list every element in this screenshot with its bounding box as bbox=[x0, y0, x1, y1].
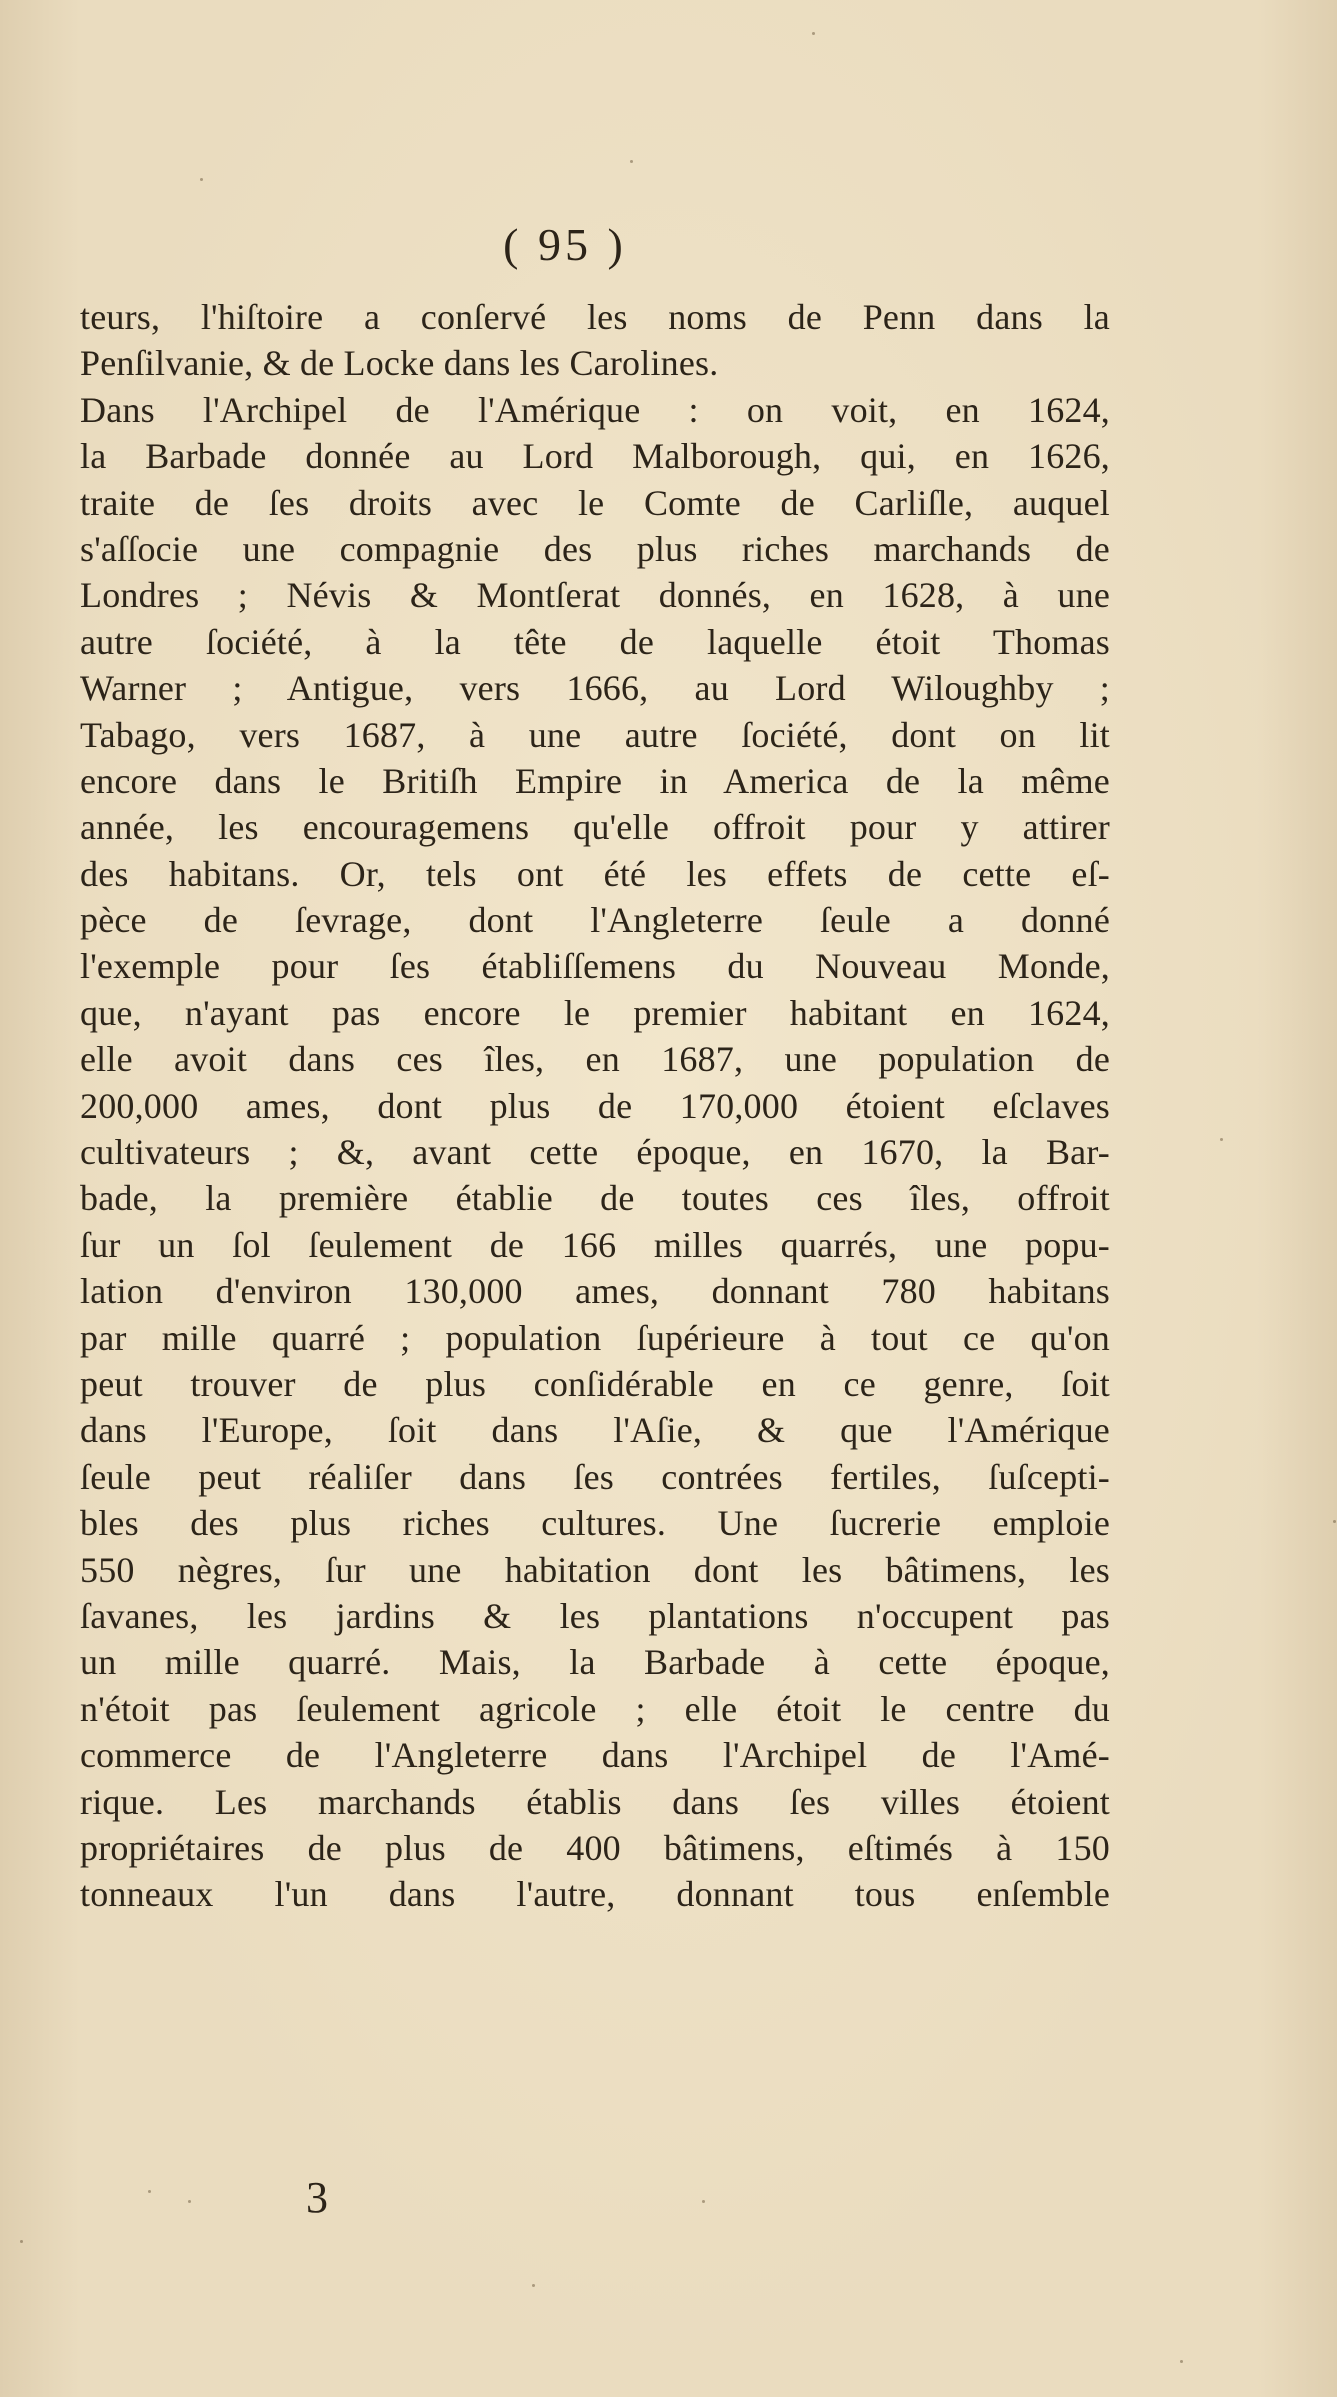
text-line: ſavanes, les jardins & les plantations n'occupent pas bbox=[80, 1595, 1110, 1636]
paper-speck bbox=[200, 178, 203, 181]
text-line: teurs, l'hiſtoire a conſervé les noms de Penn dans la bbox=[80, 297, 1110, 337]
text-line: encore dans le Britiſh Empire in America de la même bbox=[80, 760, 1110, 801]
paper-speck bbox=[702, 2200, 705, 2203]
text-line: cultivateurs ; &, avant cette époque, en 1670, la Bar- bbox=[80, 1132, 1110, 1173]
text-line: autre ſociété, à la tête de laquelle étoit Thomas bbox=[80, 621, 1110, 662]
text-line: lation d'environ 130,000 ames, donnant 780 habitans bbox=[80, 1271, 1110, 1312]
paper-speck bbox=[812, 32, 815, 35]
paper-speck bbox=[1220, 1138, 1223, 1141]
text-line: tonneaux l'un dans l'autre, donnant tous enſemble bbox=[80, 1874, 1110, 1915]
text-line: bade, la première établie de toutes ces îles, offroit bbox=[80, 1178, 1110, 1219]
text-line: commerce de l'Angleterre dans l'Archipel de l'Amé- bbox=[80, 1735, 1110, 1776]
text-line: 550 nègres, ſur une habitation dont les bâtimens, les bbox=[80, 1549, 1110, 1590]
text-line: rique. Les marchands établis dans ſes villes étoient bbox=[80, 1781, 1110, 1822]
paper-speck bbox=[1333, 1520, 1336, 1523]
text-line: propriétaires de plus de 400 bâtimens, eſtimés à 150 bbox=[80, 1827, 1110, 1868]
text-line: des habitans. Or, tels ont été les effets de cette eſ- bbox=[80, 853, 1110, 894]
text-line: n'étoit pas ſeulement agricole ; elle étoit le centre du bbox=[80, 1688, 1110, 1729]
text-line: ſur un ſol ſeulement de 166 milles quarrés, une popu- bbox=[80, 1224, 1110, 1265]
text-line: dans l'Europe, ſoit dans l'Aſie, & que l'Amérique bbox=[80, 1410, 1110, 1451]
text-line: que, n'ayant pas encore le premier habitant en 1624, bbox=[80, 992, 1110, 1033]
text-line: Dans l'Archipel de l'Amérique : on voit, en 1624, bbox=[80, 389, 1110, 430]
text-line: année, les encouragemens qu'elle offroit pour y attirer bbox=[80, 807, 1110, 848]
text-line: l'exemple pour ſes établiſſemens du Nouveau Monde, bbox=[80, 946, 1110, 987]
text-line: pèce de ſevrage, dont l'Angleterre ſeule a donné bbox=[80, 900, 1110, 941]
paper-speck bbox=[1180, 2360, 1183, 2363]
text-line: traite de ſes droits avec le Comte de Carliſle, auquel bbox=[80, 482, 1110, 523]
paper-speck bbox=[20, 2240, 23, 2243]
paper-speck bbox=[148, 2190, 151, 2193]
page-number: ( 95 ) bbox=[503, 219, 627, 270]
text-line: un mille quarré. Mais, la Barbade à cette époque, bbox=[80, 1642, 1110, 1683]
text-line: 200,000 ames, dont plus de 170,000 étoient eſclaves bbox=[80, 1085, 1110, 1126]
text-line: Warner ; Antigue, vers 1666, au Lord Wiloughby ; bbox=[80, 668, 1110, 709]
paper-speck bbox=[532, 2284, 535, 2287]
text-line: la Barbade donnée au Lord Malborough, qui, en 1626, bbox=[80, 436, 1110, 477]
paper-speck bbox=[630, 160, 633, 163]
text-line: Tabago, vers 1687, à une autre ſociété, dont on lit bbox=[80, 714, 1110, 755]
signature-mark: 3 bbox=[306, 2173, 328, 2222]
text-line: Penſilvanie, & de Locke dans les Carolines. bbox=[80, 343, 719, 384]
paper-speck bbox=[188, 2200, 191, 2203]
text-line: s'aſſocie une compagnie des plus riches marchands de bbox=[80, 528, 1110, 569]
text-line: ſeule peut réaliſer dans ſes contrées fertiles, ſuſcepti- bbox=[80, 1456, 1110, 1497]
text-line: peut trouver de plus conſidérable en ce genre, ſoit bbox=[80, 1363, 1110, 1404]
text-line: bles des plus riches cultures. Une ſucrerie emploie bbox=[80, 1503, 1110, 1544]
text-line: par mille quarré ; population ſupérieure à tout ce qu'on bbox=[80, 1317, 1110, 1358]
body-text bbox=[80, 294, 1110, 1918]
text-line: Londres ; Névis & Montſerat donnés, en 1628, à une bbox=[80, 575, 1110, 616]
text-line: elle avoit dans ces îles, en 1687, une population de bbox=[80, 1039, 1110, 1080]
